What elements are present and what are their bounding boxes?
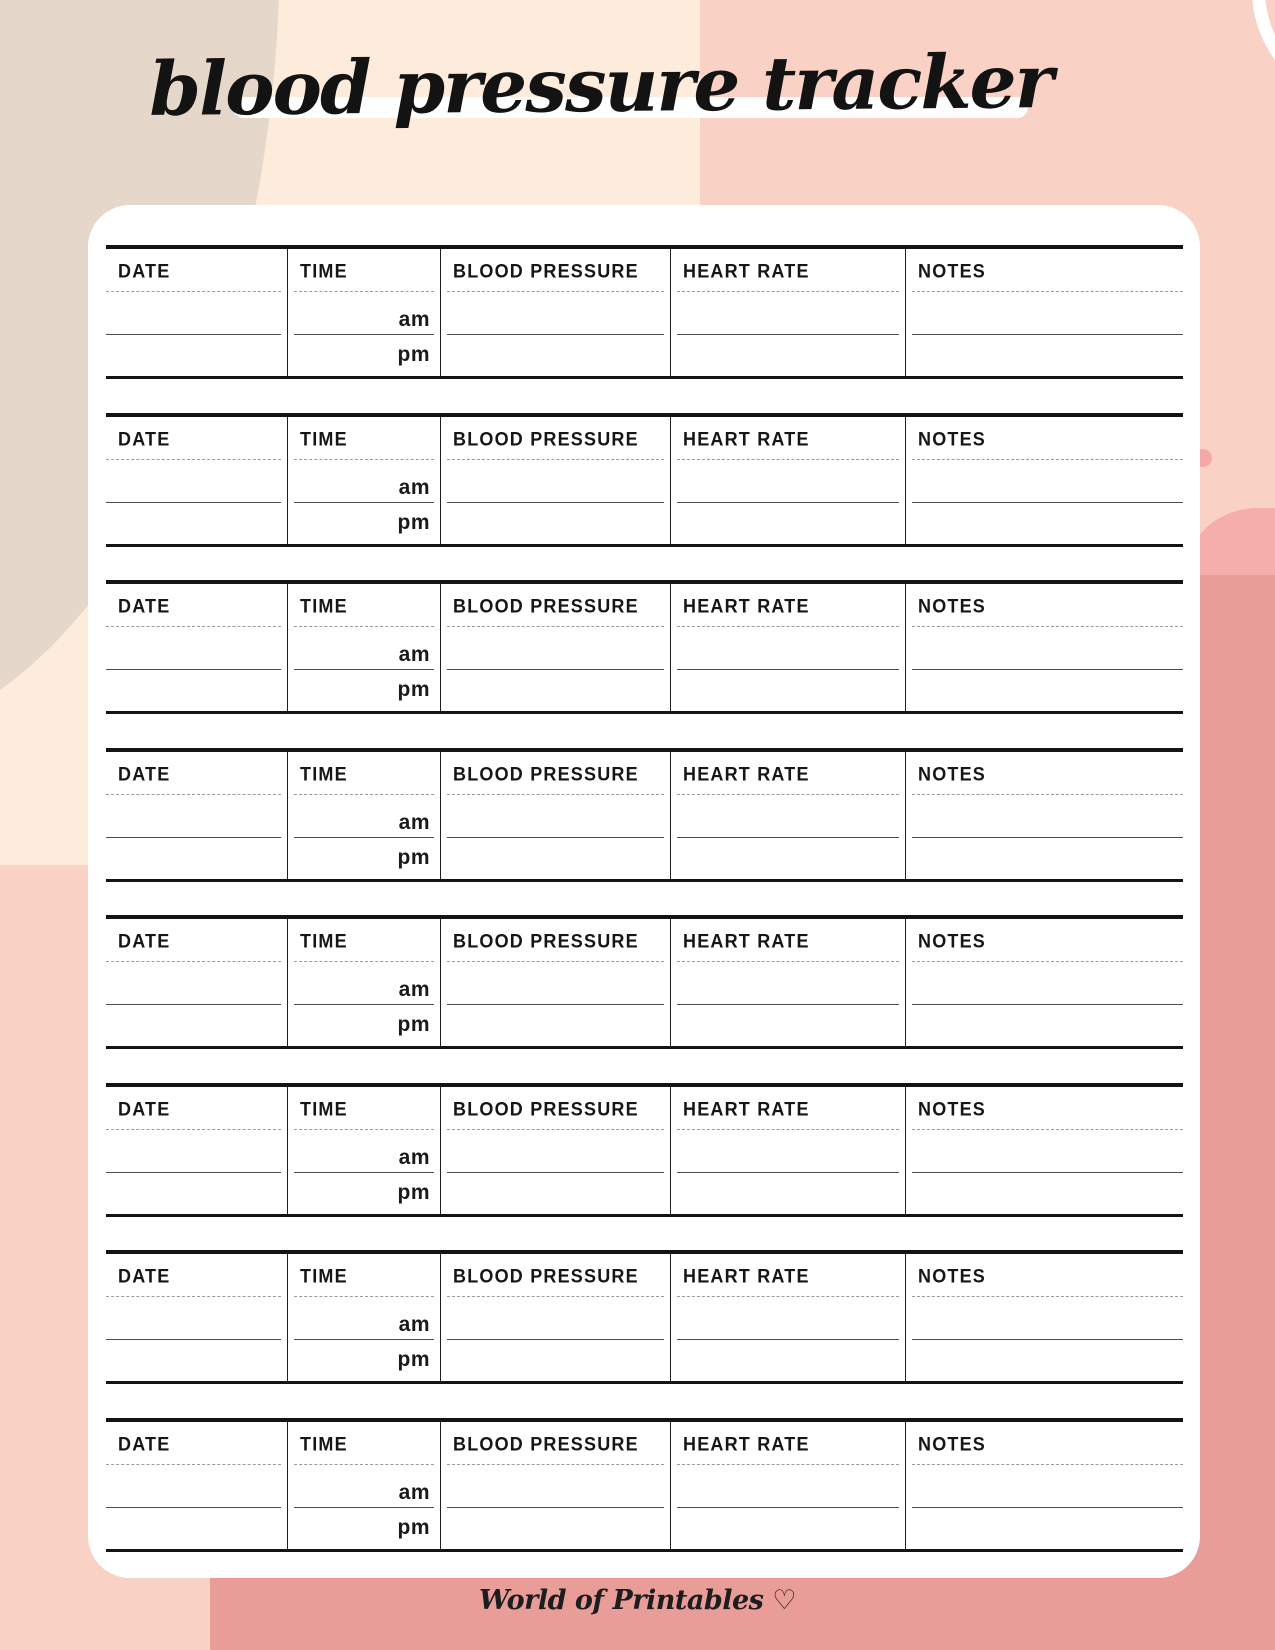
heart-rate-header-cell <box>670 1087 905 1129</box>
blood-pressure-header-label: BLOOD PRESSURE <box>453 428 639 450</box>
blood-pressure-am-entry-cell <box>440 1129 670 1172</box>
notes-header-cell <box>905 584 1183 626</box>
date-header-label: DATE <box>118 930 171 953</box>
heart-rate-am-entry-cell <box>670 626 905 669</box>
notes-am-entry-cell <box>905 1129 1183 1172</box>
blood-pressure-am-entry-cell <box>440 626 670 669</box>
date-entry-cell <box>106 459 287 502</box>
time-am-entry-cell <box>287 459 440 502</box>
time-header-cell <box>287 584 440 626</box>
tracker-block <box>106 245 1183 379</box>
blood-pressure-pm-entry-cell <box>440 1172 670 1214</box>
notes-am-entry-cell <box>905 1296 1183 1339</box>
notes-header-cell <box>905 1422 1183 1464</box>
time-am-entry-cell <box>287 626 440 669</box>
notes-pm-entry-cell <box>905 1004 1183 1046</box>
date-entry-cell-pm <box>106 837 287 879</box>
pm-label: pm <box>397 1348 430 1372</box>
blood-pressure-pm-entry-cell <box>440 1507 670 1549</box>
notes-header-label: NOTES <box>918 428 987 450</box>
notes-pm-entry-cell <box>905 669 1183 711</box>
blood-pressure-pm-entry-cell <box>440 502 670 544</box>
date-entry-cell <box>106 626 287 669</box>
blood-pressure-header-label: BLOOD PRESSURE <box>453 1098 639 1120</box>
date-entry-cell-pm <box>106 669 287 711</box>
date-header-cell <box>106 1087 287 1129</box>
time-am-entry-cell <box>287 291 440 334</box>
date-header-cell <box>106 249 287 291</box>
pm-label: pm <box>397 1515 430 1539</box>
notes-pm-entry-cell <box>905 837 1183 879</box>
time-header-label: TIME <box>300 763 348 785</box>
time-pm-entry-cell <box>287 1507 440 1549</box>
notes-pm-entry-cell <box>905 1339 1183 1381</box>
blood-pressure-am-entry-cell <box>440 291 670 334</box>
heart-rate-am-entry-cell <box>670 794 905 837</box>
am-label: am <box>398 308 430 331</box>
notes-pm-entry-cell <box>905 1507 1183 1549</box>
date-entry-cell <box>106 1296 287 1339</box>
blood-pressure-am-entry-cell <box>440 459 670 502</box>
date-header-label: DATE <box>118 763 171 785</box>
tracker-block <box>106 1083 1183 1217</box>
date-header-cell <box>106 584 287 626</box>
pm-label: pm <box>397 845 430 869</box>
date-entry-cell <box>106 1129 287 1172</box>
date-header-cell <box>106 417 287 459</box>
heart-rate-header-label: HEART RATE <box>683 1433 810 1455</box>
time-header-cell <box>287 1087 440 1129</box>
heart-rate-header-cell <box>670 584 905 626</box>
notes-am-entry-cell <box>905 459 1183 502</box>
notes-pm-entry-cell <box>905 334 1183 376</box>
blood-pressure-header-cell <box>440 1087 670 1129</box>
notes-header-label: NOTES <box>918 930 987 953</box>
time-header-cell <box>287 919 440 961</box>
time-header-label: TIME <box>300 260 348 282</box>
notes-pm-entry-cell <box>905 1172 1183 1214</box>
notes-am-entry-cell <box>905 794 1183 837</box>
tracker-card <box>88 205 1200 1578</box>
pm-label: pm <box>397 1013 430 1037</box>
notes-am-entry-cell <box>905 291 1183 334</box>
date-entry-cell-pm <box>106 502 287 544</box>
date-entry-cell <box>106 794 287 837</box>
heart-rate-pm-entry-cell <box>670 1172 905 1214</box>
blood-pressure-am-entry-cell <box>440 794 670 837</box>
heart-rate-pm-entry-cell <box>670 1339 905 1381</box>
am-label: am <box>398 475 430 499</box>
blood-pressure-header-label: BLOOD PRESSURE <box>453 1433 639 1455</box>
blood-pressure-am-entry-cell <box>440 961 670 1004</box>
blood-pressure-pm-entry-cell <box>440 334 670 376</box>
am-label: am <box>398 1145 430 1169</box>
heart-rate-header-label: HEART RATE <box>683 260 810 282</box>
heart-rate-header-label: HEART RATE <box>683 595 810 617</box>
time-pm-entry-cell <box>287 1004 440 1046</box>
blood-pressure-pm-entry-cell <box>440 837 670 879</box>
notes-header-cell <box>905 752 1183 794</box>
heart-rate-am-entry-cell <box>670 1129 905 1172</box>
date-entry-cell-pm <box>106 1339 287 1381</box>
heart-rate-header-label: HEART RATE <box>683 930 810 953</box>
tracker-block <box>106 1418 1183 1552</box>
heart-rate-header-label: HEART RATE <box>683 763 810 785</box>
time-header-label: TIME <box>300 1433 348 1455</box>
pm-label: pm <box>397 1180 430 1204</box>
date-entry-cell <box>106 1464 287 1507</box>
time-pm-entry-cell <box>287 1172 440 1214</box>
date-entry-cell-pm <box>106 1507 287 1549</box>
blood-pressure-pm-entry-cell <box>440 1339 670 1381</box>
blood-pressure-pm-entry-cell <box>440 1004 670 1046</box>
time-pm-entry-cell <box>287 837 440 879</box>
tracker-block <box>106 580 1183 714</box>
time-header-label: TIME <box>300 595 348 617</box>
tracker-block <box>106 413 1183 547</box>
time-am-entry-cell <box>287 794 440 837</box>
tracker-block <box>106 1250 1183 1384</box>
heart-rate-header-cell <box>670 919 905 961</box>
tracker-blocks <box>106 245 1183 1552</box>
notes-header-label: NOTES <box>918 763 987 785</box>
blood-pressure-header-cell <box>440 1254 670 1296</box>
notes-header-cell <box>905 249 1183 291</box>
heart-rate-am-entry-cell <box>670 1464 905 1507</box>
corner-arc-decoration <box>1252 0 1275 108</box>
date-entry-cell-pm <box>106 1004 287 1046</box>
heart-rate-pm-entry-cell <box>670 669 905 711</box>
blood-pressure-am-entry-cell <box>440 1464 670 1507</box>
date-header-cell <box>106 1422 287 1464</box>
date-entry-cell <box>106 291 287 334</box>
heart-rate-header-cell <box>670 249 905 291</box>
heart-rate-pm-entry-cell <box>670 502 905 544</box>
notes-header-label: NOTES <box>918 1098 987 1120</box>
time-pm-entry-cell <box>287 334 440 376</box>
tracker-block <box>106 748 1183 882</box>
time-header-cell <box>287 417 440 459</box>
date-header-cell <box>106 752 287 794</box>
time-am-entry-cell <box>287 961 440 1004</box>
am-label: am <box>398 1480 430 1504</box>
blood-pressure-header-label: BLOOD PRESSURE <box>453 763 639 785</box>
blood-pressure-header-label: BLOOD PRESSURE <box>453 930 639 953</box>
blood-pressure-header-cell <box>440 584 670 626</box>
blood-pressure-header-cell <box>440 1422 670 1464</box>
time-header-label: TIME <box>300 428 348 450</box>
am-label: am <box>398 643 430 667</box>
heart-rate-header-cell <box>670 1254 905 1296</box>
am-label: am <box>398 1313 430 1337</box>
heart-rate-header-label: HEART RATE <box>683 428 810 450</box>
time-header-cell <box>287 752 440 794</box>
heart-rate-am-entry-cell <box>670 291 905 334</box>
time-header-label: TIME <box>300 930 348 953</box>
blood-pressure-header-cell <box>440 919 670 961</box>
time-header-label: TIME <box>300 1098 348 1120</box>
blood-pressure-header-cell <box>440 752 670 794</box>
date-header-label: DATE <box>118 428 171 450</box>
date-entry-cell-pm <box>106 334 287 376</box>
date-header-label: DATE <box>118 1433 171 1455</box>
time-header-cell <box>287 1254 440 1296</box>
blood-pressure-header-cell <box>440 249 670 291</box>
am-label: am <box>398 810 430 834</box>
notes-header-cell <box>905 417 1183 459</box>
heart-rate-header-cell <box>670 417 905 459</box>
notes-pm-entry-cell <box>905 502 1183 544</box>
notes-am-entry-cell <box>905 626 1183 669</box>
heart-rate-am-entry-cell <box>670 459 905 502</box>
heart-rate-header-label: HEART RATE <box>683 1098 810 1120</box>
date-header-cell <box>106 919 287 961</box>
time-header-cell <box>287 249 440 291</box>
date-entry-cell <box>106 961 287 1004</box>
blood-pressure-am-entry-cell <box>440 1296 670 1339</box>
time-pm-entry-cell <box>287 669 440 711</box>
heart-rate-pm-entry-cell <box>670 1507 905 1549</box>
time-header-label: TIME <box>300 1266 348 1288</box>
blood-pressure-header-label: BLOOD PRESSURE <box>453 1266 639 1288</box>
heart-rate-pm-entry-cell <box>670 837 905 879</box>
brand-footer: World of Printables ♡ <box>479 1585 796 1616</box>
pm-label: pm <box>397 343 430 366</box>
date-header-cell <box>106 1254 287 1296</box>
heart-rate-header-label: HEART RATE <box>683 1266 810 1288</box>
time-pm-entry-cell <box>287 502 440 544</box>
blood-pressure-header-label: BLOOD PRESSURE <box>453 260 639 282</box>
notes-header-label: NOTES <box>918 1266 987 1288</box>
time-pm-entry-cell <box>287 1339 440 1381</box>
tracker-block <box>106 915 1183 1049</box>
heart-rate-am-entry-cell <box>670 961 905 1004</box>
time-am-entry-cell <box>287 1129 440 1172</box>
notes-am-entry-cell <box>905 1464 1183 1507</box>
blood-pressure-pm-entry-cell <box>440 669 670 711</box>
date-header-label: DATE <box>118 260 171 282</box>
pm-label: pm <box>397 510 430 534</box>
notes-header-cell <box>905 1087 1183 1129</box>
heart-rate-am-entry-cell <box>670 1296 905 1339</box>
blood-pressure-header-label: BLOOD PRESSURE <box>453 595 639 617</box>
time-am-entry-cell <box>287 1296 440 1339</box>
date-header-label: DATE <box>118 1266 171 1288</box>
time-header-cell <box>287 1422 440 1464</box>
notes-header-cell <box>905 919 1183 961</box>
date-entry-cell-pm <box>106 1172 287 1214</box>
notes-header-label: NOTES <box>918 260 987 282</box>
heart-rate-header-cell <box>670 752 905 794</box>
notes-header-label: NOTES <box>918 1433 987 1455</box>
notes-am-entry-cell <box>905 961 1183 1004</box>
am-label: am <box>398 978 430 1002</box>
heart-rate-pm-entry-cell <box>670 334 905 376</box>
notes-header-label: NOTES <box>918 595 987 617</box>
page-title: blood pressure tracker <box>148 39 1053 133</box>
heart-rate-pm-entry-cell <box>670 1004 905 1046</box>
heart-rate-header-cell <box>670 1422 905 1464</box>
notes-header-cell <box>905 1254 1183 1296</box>
pm-label: pm <box>397 678 430 702</box>
time-am-entry-cell <box>287 1464 440 1507</box>
blood-pressure-header-cell <box>440 417 670 459</box>
date-header-label: DATE <box>118 1098 171 1120</box>
date-header-label: DATE <box>118 595 171 617</box>
